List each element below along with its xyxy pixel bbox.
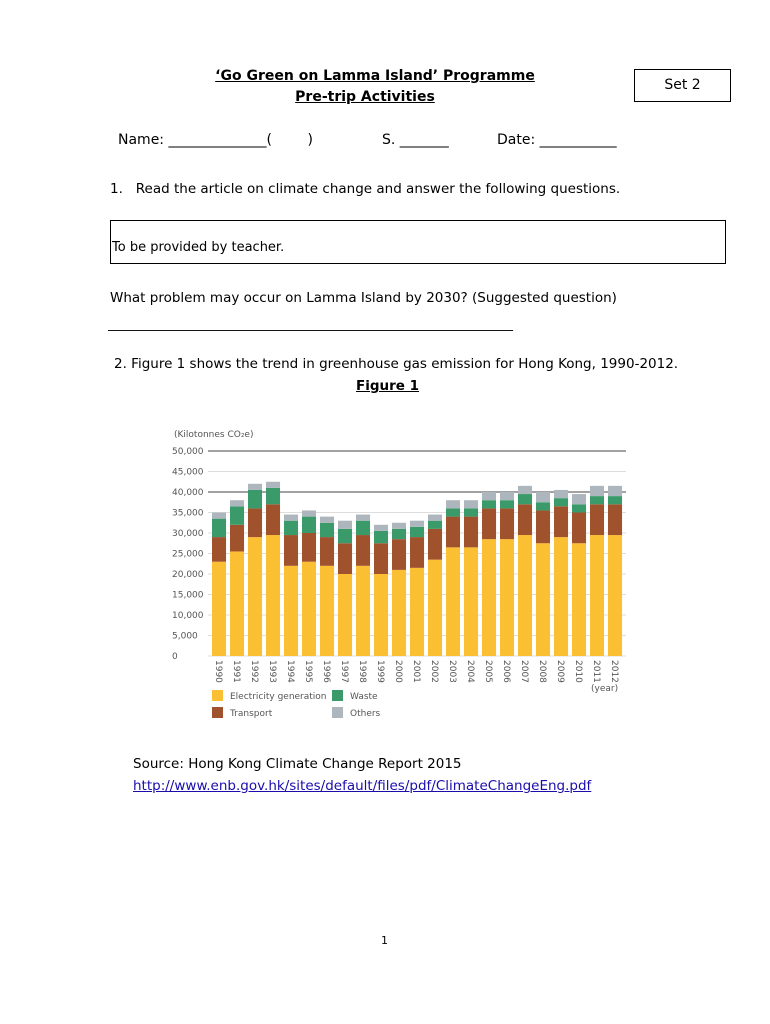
set-label-box bbox=[634, 69, 731, 102]
bar-segment-waste bbox=[464, 508, 478, 516]
source-link[interactable]: http://www.enb.gov.hk/sites/default/files/pdf/ClimateChangeEng.pdf bbox=[133, 778, 592, 794]
chart-legend bbox=[212, 690, 381, 719]
bar-segment-others bbox=[230, 500, 244, 506]
bar-segment-waste bbox=[500, 500, 514, 508]
bar-segment-transport bbox=[428, 529, 442, 560]
bar-segment-waste bbox=[266, 488, 280, 504]
x-tick-label: 2007 bbox=[519, 660, 530, 683]
bar-segment-waste bbox=[302, 517, 316, 533]
x-tick-label: 1990 bbox=[213, 660, 224, 683]
bar-segment-waste bbox=[248, 490, 262, 508]
bar-segment-electricity-generation bbox=[338, 574, 352, 656]
bar-segment-electricity-generation bbox=[374, 574, 388, 656]
bar-segment-others bbox=[428, 515, 442, 521]
activity-subtitle: Pre-trip Activities bbox=[295, 89, 435, 105]
bar-segment-others bbox=[536, 492, 550, 502]
y-tick-label: 25,000 bbox=[172, 549, 204, 560]
bar-segment-waste bbox=[518, 494, 532, 504]
x-tick-label: 2008 bbox=[537, 660, 548, 683]
x-tick-label: 2006 bbox=[501, 660, 512, 683]
y-tick-label: 50,000 bbox=[172, 447, 204, 457]
x-unit-label: (year) bbox=[591, 684, 619, 694]
bar-segment-electricity-generation bbox=[392, 570, 406, 656]
x-tick-label: 2011 bbox=[591, 660, 602, 683]
article-placeholder: To be provided by teacher. bbox=[112, 240, 285, 255]
bar-segment-others bbox=[266, 482, 280, 488]
legend-swatch bbox=[332, 690, 343, 701]
bar-segment-waste bbox=[230, 506, 244, 524]
bar-segment-electricity-generation bbox=[266, 535, 280, 656]
bar-segment-others bbox=[248, 484, 262, 490]
problem-question: What problem may occur on Lamma Island by 2030? (Suggested question) bbox=[110, 290, 617, 306]
y-tick-label: 20,000 bbox=[172, 570, 204, 580]
x-tick-label: 1992 bbox=[249, 660, 260, 683]
programme-title: ‘Go Green on Lamma Island’ Programme bbox=[215, 68, 535, 84]
bar-segment-electricity-generation bbox=[230, 551, 244, 656]
y-tick-label: 15,000 bbox=[172, 590, 204, 601]
legend-label: Electricity generation bbox=[230, 692, 327, 702]
bar-segment-transport bbox=[302, 533, 316, 562]
bar-segment-transport bbox=[338, 543, 352, 574]
bar-segment-transport bbox=[356, 535, 370, 566]
bar-segment-others bbox=[572, 494, 586, 504]
x-tick-label: 2009 bbox=[555, 660, 566, 683]
name-field: Name: ______________( ) bbox=[118, 132, 313, 148]
bar-segment-others bbox=[374, 525, 388, 531]
x-tick-label: 2012 bbox=[609, 660, 620, 683]
bar-segment-others bbox=[554, 490, 568, 498]
bar-segment-electricity-generation bbox=[464, 547, 478, 656]
bar-segment-waste bbox=[410, 527, 424, 537]
y-tick-label: 0 bbox=[172, 652, 178, 662]
figure-title: Figure 1 bbox=[356, 378, 420, 394]
bar-segment-others bbox=[590, 486, 604, 496]
bar-segment-waste bbox=[536, 502, 550, 510]
x-tick-label: 1999 bbox=[375, 660, 386, 683]
bar-segment-waste bbox=[482, 500, 496, 508]
bar-segment-waste bbox=[338, 529, 352, 543]
x-tick-label: 1998 bbox=[357, 660, 368, 683]
bar-segment-transport bbox=[608, 504, 622, 535]
bar-segment-others bbox=[464, 500, 478, 508]
x-tick-label: 2000 bbox=[393, 660, 404, 683]
bar-segment-waste bbox=[554, 498, 568, 506]
legend-label: Transport bbox=[230, 709, 273, 719]
bar-segment-electricity-generation bbox=[572, 543, 586, 656]
y-tick-label: 10,000 bbox=[172, 611, 204, 621]
question-2: 2. Figure 1 shows the trend in greenhouse gas emission for Hong Kong, 1990-2012. bbox=[114, 356, 679, 372]
x-tick-label: 1997 bbox=[339, 660, 350, 683]
bar-segment-electricity-generation bbox=[446, 547, 460, 656]
bar-segment-waste bbox=[590, 496, 604, 504]
source-text: Source: Hong Kong Climate Change Report 2015 bbox=[133, 756, 462, 772]
y-tick-label: 5,000 bbox=[172, 631, 198, 642]
x-tick-label: 1991 bbox=[231, 660, 242, 683]
bar-segment-transport bbox=[536, 510, 550, 543]
bar-segment-others bbox=[320, 517, 334, 523]
bar-segment-others bbox=[518, 486, 532, 494]
x-tick-label: 2005 bbox=[483, 660, 494, 683]
x-tick-label: 2002 bbox=[429, 660, 440, 683]
chart-unit-label: (Kilotonnes CO₂e) bbox=[174, 430, 254, 440]
bar-segment-waste bbox=[608, 496, 622, 504]
bar-segment-transport bbox=[284, 535, 298, 566]
legend-label: Waste bbox=[350, 692, 378, 702]
bar-segment-others bbox=[410, 521, 424, 527]
x-axis bbox=[213, 660, 619, 683]
bar-segment-transport bbox=[500, 508, 514, 539]
emissions-chart bbox=[160, 420, 640, 730]
bar-segment-transport bbox=[482, 508, 496, 539]
answer-line: ____________________________________________________________ bbox=[108, 316, 513, 332]
bar-segment-waste bbox=[392, 529, 406, 539]
bar-segment-others bbox=[338, 521, 352, 529]
y-tick-label: 30,000 bbox=[172, 529, 204, 539]
bar-segment-electricity-generation bbox=[302, 562, 316, 656]
question-1: 1. Read the article on climate change and answer the following questions. bbox=[110, 181, 621, 197]
x-tick-label: 2001 bbox=[411, 660, 422, 683]
bar-segment-transport bbox=[446, 517, 460, 548]
bar-segment-electricity-generation bbox=[410, 568, 424, 656]
bar-segment-others bbox=[608, 486, 622, 496]
x-tick-label: 2003 bbox=[447, 660, 458, 683]
bar-segment-others bbox=[302, 510, 316, 516]
bar-segment-electricity-generation bbox=[356, 566, 370, 656]
bar-segment-others bbox=[446, 500, 460, 508]
class-field: S. _______ bbox=[382, 132, 449, 148]
bar-segment-electricity-generation bbox=[482, 539, 496, 656]
bar-segment-others bbox=[500, 492, 514, 500]
bar-segment-others bbox=[284, 515, 298, 521]
bar-segment-transport bbox=[572, 513, 586, 544]
bar-segment-transport bbox=[230, 525, 244, 552]
bar-segment-waste bbox=[320, 523, 334, 537]
bar-segment-others bbox=[392, 523, 406, 529]
legend-swatch bbox=[332, 707, 343, 718]
bar-segment-electricity-generation bbox=[554, 537, 568, 656]
bar-segment-transport bbox=[212, 537, 226, 562]
bar-segment-others bbox=[212, 513, 226, 519]
bar-segment-waste bbox=[572, 504, 586, 512]
bar-segment-electricity-generation bbox=[536, 543, 550, 656]
bar-segment-transport bbox=[392, 539, 406, 570]
bar-segment-electricity-generation bbox=[518, 535, 532, 656]
bar-segment-transport bbox=[518, 504, 532, 535]
bar-segment-waste bbox=[446, 508, 460, 516]
bar-segment-electricity-generation bbox=[284, 566, 298, 656]
bar-segment-waste bbox=[356, 521, 370, 535]
y-tick-label: 45,000 bbox=[172, 467, 204, 478]
bar-segment-waste bbox=[212, 519, 226, 537]
bar-segment-transport bbox=[554, 506, 568, 537]
bar-segment-electricity-generation bbox=[590, 535, 604, 656]
x-tick-label: 1993 bbox=[267, 660, 278, 683]
article-box bbox=[110, 220, 726, 264]
set-label: Set 2 bbox=[664, 77, 701, 93]
y-tick-label: 40,000 bbox=[172, 488, 204, 498]
bar-segment-electricity-generation bbox=[608, 535, 622, 656]
legend-swatch bbox=[212, 690, 223, 701]
legend-label: Others bbox=[350, 709, 381, 719]
bars-layer bbox=[212, 482, 622, 656]
bar-segment-electricity-generation bbox=[500, 539, 514, 656]
x-tick-label: 1994 bbox=[285, 660, 296, 683]
x-tick-label: 2010 bbox=[573, 660, 584, 683]
bar-segment-electricity-generation bbox=[320, 566, 334, 656]
bar-segment-transport bbox=[590, 504, 604, 535]
bar-segment-waste bbox=[284, 521, 298, 535]
bar-segment-electricity-generation bbox=[248, 537, 262, 656]
page-number: 1 bbox=[381, 934, 388, 947]
bar-segment-waste bbox=[374, 531, 388, 543]
bar-segment-waste bbox=[428, 521, 442, 529]
bar-segment-electricity-generation bbox=[428, 560, 442, 656]
bar-segment-transport bbox=[248, 508, 262, 537]
bar-segment-transport bbox=[320, 537, 334, 566]
bar-segment-others bbox=[356, 515, 370, 521]
bar-segment-others bbox=[482, 492, 496, 500]
x-tick-label: 2004 bbox=[465, 660, 476, 683]
bar-segment-transport bbox=[410, 537, 424, 568]
y-tick-label: 35,000 bbox=[172, 508, 204, 519]
bar-segment-transport bbox=[464, 517, 478, 548]
bar-segment-transport bbox=[266, 504, 280, 535]
bar-segment-electricity-generation bbox=[212, 562, 226, 656]
x-tick-label: 1995 bbox=[303, 660, 314, 683]
date-field: Date: ___________ bbox=[497, 132, 617, 148]
x-tick-label: 1996 bbox=[321, 660, 332, 683]
legend-swatch bbox=[212, 707, 223, 718]
bar-segment-transport bbox=[374, 543, 388, 574]
